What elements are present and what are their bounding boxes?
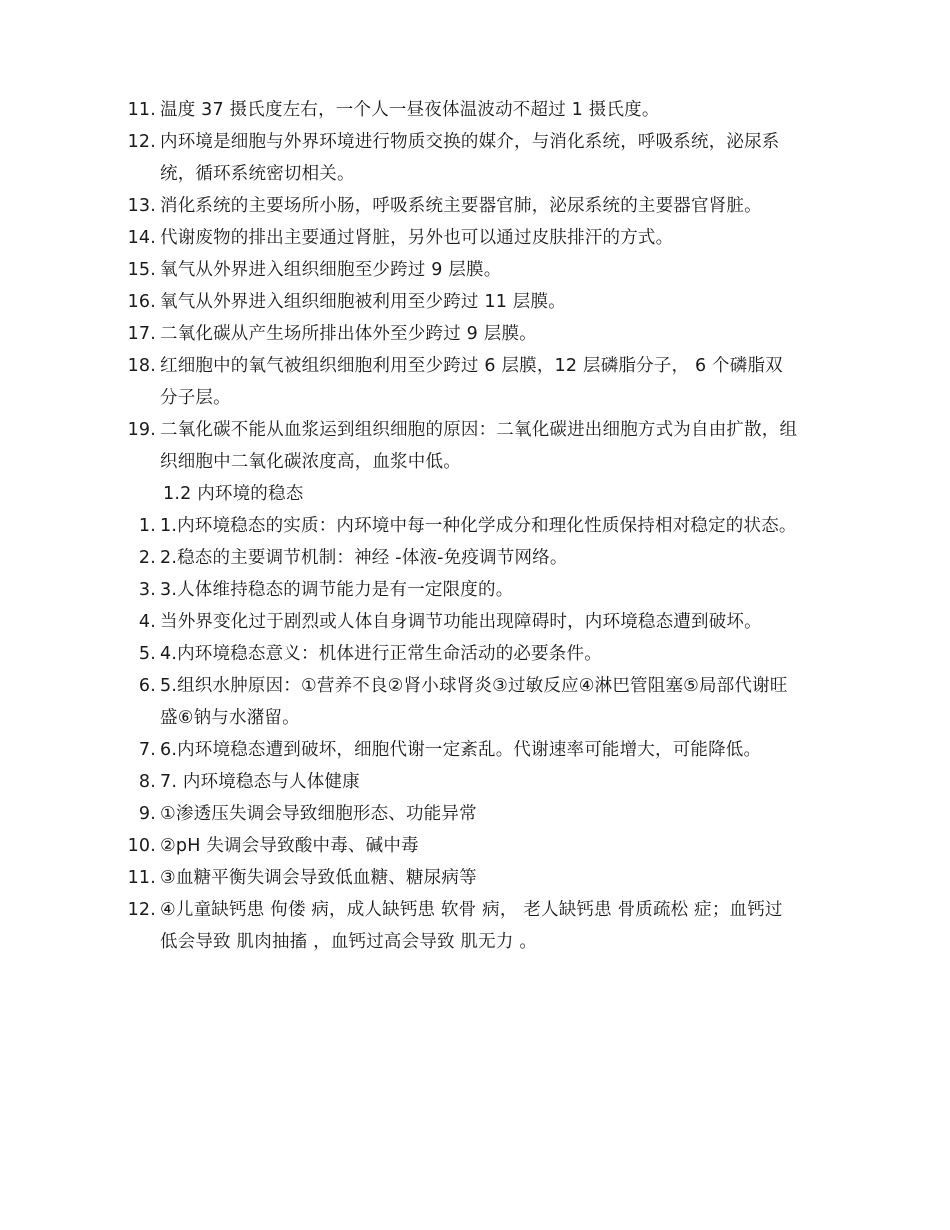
list-item — [0, 94, 950, 126]
document-page — [0, 94, 950, 958]
item-text: 3.人体维持稳态的调节能力是有一定限度的。 — [160, 580, 514, 600]
item-number: 7. — [138, 740, 156, 760]
item-number: 10. — [127, 836, 156, 856]
item-text: 内环境是细胞与外界环境进行物质交换的媒介，与消化系统，呼吸系统，泌尿系统，循环系统密切相关。 — [160, 132, 780, 184]
item-number: 9. — [138, 804, 156, 824]
item-number: 17. — [127, 324, 156, 344]
item-text: 红细胞中的氧气被组织细胞利用至少跨过 6 层膜，12 层磷脂分子， 6 个磷脂双分子层。 — [160, 356, 783, 408]
item-number: 15. — [127, 260, 156, 280]
item-number: 1. — [138, 516, 156, 536]
list-item — [0, 542, 950, 574]
list-item — [0, 190, 950, 222]
section-heading: 1.2 内环境的稳态 — [163, 484, 304, 504]
list-item — [0, 350, 950, 414]
item-number: 11. — [127, 100, 156, 120]
item-text: 二氧化碳不能从血浆运到组织细胞的原因：二氧化碳进出细胞方式为自由扩散，组织细胞中二氧化碳浓度高，血浆中低。 — [160, 420, 798, 472]
item-number: 16. — [127, 292, 156, 312]
item-text: 温度 37 摄氏度左右，一个人一昼夜体温波动不超过 1 摄氏度。 — [160, 100, 660, 120]
item-text: 7. 内环境稳态与人体健康 — [160, 772, 360, 792]
item-text: ④儿童缺钙患 佝偻 病，成人缺钙患 软骨 病， 老人缺钙患 骨质疏松 症；血钙过低会导致 肌肉抽搐 ，血钙过高会导致 肌无力 。 — [160, 900, 783, 952]
item-text: 2.稳态的主要调节机制：神经 -体液-免疫调节网络。 — [160, 548, 568, 568]
item-text: 代谢废物的排出主要通过肾脏，另外也可以通过皮肤排汗的方式。 — [160, 228, 674, 248]
item-number: 3. — [138, 580, 156, 600]
list-item — [0, 670, 950, 734]
item-number: 12. — [127, 900, 156, 920]
item-number: 6. — [138, 676, 156, 696]
item-text: 氧气从外界进入组织细胞至少跨过 9 层膜。 — [160, 260, 502, 280]
item-text: 氧气从外界进入组织细胞被利用至少跨过 11 层膜。 — [160, 292, 566, 312]
list-item — [0, 862, 950, 894]
list-item — [0, 638, 950, 670]
item-number: 4. — [138, 612, 156, 632]
list-item — [0, 734, 950, 766]
list-section-2 — [0, 510, 950, 958]
item-text: 1.内环境稳态的实质：内环境中每一种化学成分和理化性质保持相对稳定的状态。 — [160, 516, 797, 536]
item-number: 14. — [127, 228, 156, 248]
item-text: 4.内环境稳态意义：机体进行正常生命活动的必要条件。 — [160, 644, 602, 664]
list-item — [0, 766, 950, 798]
item-text: ①渗透压失调会导致细胞形态、功能异常 — [160, 804, 477, 824]
item-text: 消化系统的主要场所小肠，呼吸系统主要器官肺，泌尿系统的主要器官肾脏。 — [160, 196, 762, 216]
list-item — [0, 510, 950, 542]
item-number: 18. — [127, 356, 156, 376]
item-number: 13. — [127, 196, 156, 216]
list-section-1 — [0, 94, 950, 478]
item-number: 2. — [138, 548, 156, 568]
item-text: 二氧化碳从产生场所排出体外至少跨过 9 层膜。 — [160, 324, 537, 344]
list-item — [0, 798, 950, 830]
item-number: 19. — [127, 420, 156, 440]
list-item — [0, 318, 950, 350]
list-item — [0, 286, 950, 318]
list-item — [0, 414, 950, 478]
item-text: 5.组织水肿原因：①营养不良②肾小球肾炎③过敏反应④淋巴管阻塞⑤局部代谢旺盛⑥钠与水潴留。 — [160, 676, 788, 728]
list-item — [0, 574, 950, 606]
item-number: 8. — [138, 772, 156, 792]
list-item — [0, 126, 950, 190]
list-item — [0, 606, 950, 638]
item-text: ③血糖平衡失调会导致低血糖、糖尿病等 — [160, 868, 477, 888]
list-item — [0, 254, 950, 286]
item-text: ②pH 失调会导致酸中毒、碱中毒 — [160, 836, 419, 856]
list-item — [0, 894, 950, 958]
item-number: 11. — [127, 868, 156, 888]
item-text: 6.内环境稳态遭到破坏，细胞代谢一定紊乱。代谢速率可能增大，可能降低。 — [160, 740, 762, 760]
list-item — [0, 222, 950, 254]
item-text: 当外界变化过于剧烈或人体自身调节功能出现障碍时，内环境稳态遭到破坏。 — [160, 612, 762, 632]
item-number: 5. — [138, 644, 156, 664]
list-item — [0, 830, 950, 862]
item-number: 12. — [127, 132, 156, 152]
